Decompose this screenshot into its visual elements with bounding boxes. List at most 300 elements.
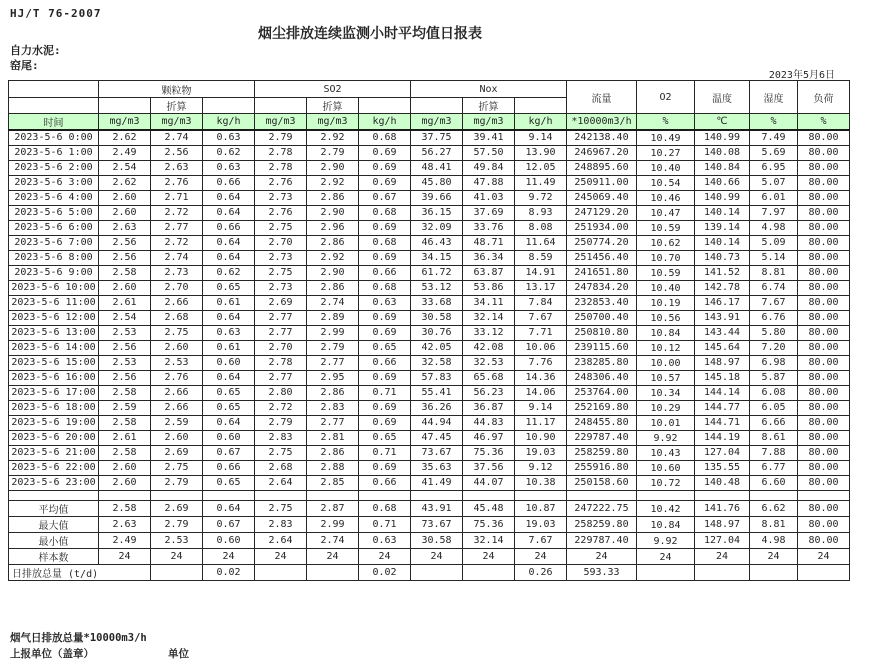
summary-value-cell: 127.04 <box>695 532 750 548</box>
empty-cell <box>203 490 255 500</box>
summary-value-cell: 0.67 <box>203 516 255 532</box>
value-cell: 33.68 <box>411 295 463 310</box>
summary-value-cell: 2.79 <box>151 516 203 532</box>
value-cell: 7.67 <box>515 310 567 325</box>
value-cell: 2.77 <box>255 370 307 385</box>
summary-value-cell: 2.99 <box>307 516 359 532</box>
daily-total-value-cell: 0.02 <box>203 564 255 580</box>
value-cell: 2.79 <box>307 340 359 355</box>
time-cell: 2023-5-6 11:00 <box>9 295 99 310</box>
summary-value-cell: 4.98 <box>750 532 798 548</box>
value-cell: 8.08 <box>515 220 567 235</box>
value-cell: 39.66 <box>411 190 463 205</box>
value-cell: 0.67 <box>203 445 255 460</box>
summary-value-cell: 6.62 <box>750 500 798 516</box>
value-cell: 2.69 <box>255 295 307 310</box>
value-cell: 250911.00 <box>567 175 637 190</box>
table-row <box>9 310 850 325</box>
unit-cell: mg/m3 <box>463 114 515 131</box>
value-cell: 55.41 <box>411 385 463 400</box>
daily-total-value-cell <box>750 564 798 580</box>
value-cell: 2.56 <box>99 340 151 355</box>
value-cell: 0.69 <box>359 415 411 430</box>
summary-value-cell: 2.49 <box>99 532 151 548</box>
value-cell: 10.57 <box>637 370 695 385</box>
time-cell: 2023-5-6 8:00 <box>9 250 99 265</box>
daily-total-value-cell <box>798 564 850 580</box>
value-cell: 2.99 <box>307 325 359 340</box>
summary-value-cell: 2.75 <box>255 500 307 516</box>
value-cell: 10.29 <box>637 400 695 415</box>
summary-value-cell: 10.87 <box>515 500 567 516</box>
value-cell: 0.66 <box>359 355 411 370</box>
value-cell: 2.60 <box>99 475 151 490</box>
value-cell: 2.58 <box>99 445 151 460</box>
value-cell: 0.69 <box>359 325 411 340</box>
time-header-blank <box>9 81 99 98</box>
value-cell: 35.63 <box>411 460 463 475</box>
empty-cell <box>9 490 99 500</box>
value-cell: 9.14 <box>515 130 567 145</box>
value-cell: 10.47 <box>637 205 695 220</box>
value-cell: 0.66 <box>203 460 255 475</box>
unit-cell: ℃ <box>695 114 750 131</box>
value-cell: 0.64 <box>203 415 255 430</box>
value-cell: 140.99 <box>695 190 750 205</box>
value-cell: 2.62 <box>99 175 151 190</box>
value-cell: 10.84 <box>637 325 695 340</box>
table-row <box>9 355 850 370</box>
table-row <box>9 205 850 220</box>
value-cell: 2.60 <box>99 460 151 475</box>
value-cell: 245069.40 <box>567 190 637 205</box>
value-cell: 2.70 <box>255 340 307 355</box>
flow-header: 流量 <box>567 81 637 114</box>
unit-cell: mg/m3 <box>255 114 307 131</box>
value-cell: 80.00 <box>798 325 850 340</box>
value-cell: 14.36 <box>515 370 567 385</box>
value-cell: 5.80 <box>750 325 798 340</box>
value-cell: 0.63 <box>203 130 255 145</box>
summary-value-cell: 24 <box>359 548 411 564</box>
value-cell: 2.64 <box>255 475 307 490</box>
value-cell: 2.54 <box>99 160 151 175</box>
value-cell: 56.27 <box>411 145 463 160</box>
table-row <box>9 475 850 490</box>
value-cell: 0.66 <box>203 220 255 235</box>
value-cell: 6.77 <box>750 460 798 475</box>
value-cell: 135.55 <box>695 460 750 475</box>
value-cell: 2.95 <box>307 370 359 385</box>
value-cell: 5.07 <box>750 175 798 190</box>
value-cell: 2.78 <box>255 145 307 160</box>
value-cell: 73.67 <box>411 445 463 460</box>
so2-group-header: SO2 <box>255 81 411 98</box>
table-row <box>9 385 850 400</box>
value-cell: 10.27 <box>637 145 695 160</box>
value-cell: 2.69 <box>151 445 203 460</box>
summary-label-cell: 最大值 <box>9 516 99 532</box>
unit-cell: % <box>750 114 798 131</box>
summary-value-cell: 30.58 <box>411 532 463 548</box>
daily-total-value-cell: 0.26 <box>515 564 567 580</box>
value-cell: 10.12 <box>637 340 695 355</box>
summary-value-cell: 0.63 <box>359 532 411 548</box>
summary-value-cell: 24 <box>567 548 637 564</box>
value-cell: 0.64 <box>203 235 255 250</box>
summary-value-cell: 2.64 <box>255 532 307 548</box>
time-cell: 2023-5-6 21:00 <box>9 445 99 460</box>
value-cell: 2.73 <box>255 190 307 205</box>
value-cell: 2.53 <box>99 355 151 370</box>
value-cell: 2.77 <box>255 310 307 325</box>
empty-cell <box>151 490 203 500</box>
unit-cell: mg/m3 <box>99 114 151 131</box>
value-cell: 2.74 <box>307 295 359 310</box>
unit-cell: mg/m3 <box>307 114 359 131</box>
unit-cell: mg/m3 <box>151 114 203 131</box>
value-cell: 2.59 <box>99 400 151 415</box>
value-cell: 80.00 <box>798 475 850 490</box>
value-cell: 239115.60 <box>567 340 637 355</box>
summary-value-cell: 2.83 <box>255 516 307 532</box>
table-body <box>9 130 850 580</box>
value-cell: 2.90 <box>307 265 359 280</box>
value-cell: 140.14 <box>695 205 750 220</box>
value-cell: 6.76 <box>750 310 798 325</box>
empty-cell <box>798 490 850 500</box>
time-cell: 2023-5-6 6:00 <box>9 220 99 235</box>
humidity-header: 湿度 <box>750 81 798 114</box>
value-cell: 2.61 <box>99 430 151 445</box>
table-row <box>9 265 850 280</box>
value-cell: 0.69 <box>359 250 411 265</box>
value-cell: 2.79 <box>255 130 307 145</box>
value-cell: 2.73 <box>255 250 307 265</box>
value-cell: 10.62 <box>637 235 695 250</box>
value-cell: 2.56 <box>99 250 151 265</box>
table-row <box>9 445 850 460</box>
value-cell: 2.66 <box>151 385 203 400</box>
value-cell: 2.56 <box>99 235 151 250</box>
summary-value-cell: 0.68 <box>359 500 411 516</box>
value-cell: 0.69 <box>359 400 411 415</box>
value-cell: 49.84 <box>463 160 515 175</box>
value-cell: 2.86 <box>307 280 359 295</box>
value-cell: 6.66 <box>750 415 798 430</box>
value-cell: 0.61 <box>203 340 255 355</box>
value-cell: 232853.40 <box>567 295 637 310</box>
summary-value-cell: 258259.80 <box>567 516 637 532</box>
value-cell: 47.45 <box>411 430 463 445</box>
value-cell: 2.86 <box>307 445 359 460</box>
value-cell: 250810.80 <box>567 325 637 340</box>
page-title: 烟尘排放连续监测小时平均值日报表 <box>258 26 482 42</box>
summary-value-cell: 2.87 <box>307 500 359 516</box>
value-cell: 6.05 <box>750 400 798 415</box>
time-cell: 2023-5-6 10:00 <box>9 280 99 295</box>
time-cell: 2023-5-6 4:00 <box>9 190 99 205</box>
value-cell: 0.63 <box>203 325 255 340</box>
value-cell: 0.60 <box>203 430 255 445</box>
value-cell: 2.70 <box>151 280 203 295</box>
value-cell: 80.00 <box>798 385 850 400</box>
summary-row <box>9 516 850 532</box>
table-row <box>9 145 850 160</box>
value-cell: 80.00 <box>798 265 850 280</box>
value-cell: 9.92 <box>637 430 695 445</box>
value-cell: 9.14 <box>515 400 567 415</box>
value-cell: 251934.00 <box>567 220 637 235</box>
value-cell: 140.84 <box>695 160 750 175</box>
value-cell: 127.04 <box>695 445 750 460</box>
time-cell: 2023-5-6 0:00 <box>9 130 99 145</box>
value-cell: 80.00 <box>798 445 850 460</box>
value-cell: 19.03 <box>515 445 567 460</box>
table-row <box>9 175 850 190</box>
summary-value-cell: 247222.75 <box>567 500 637 516</box>
summary-value-cell: 80.00 <box>798 532 850 548</box>
daily-total-value-cell <box>695 564 750 580</box>
value-cell: 80.00 <box>798 130 850 145</box>
value-cell: 140.48 <box>695 475 750 490</box>
summary-value-cell: 2.53 <box>151 532 203 548</box>
daily-total-label-cell: 日排放总量 (t/d) <box>9 564 151 580</box>
value-cell: 241651.80 <box>567 265 637 280</box>
value-cell: 10.38 <box>515 475 567 490</box>
value-cell: 2.60 <box>151 430 203 445</box>
value-cell: 33.12 <box>463 325 515 340</box>
value-cell: 37.56 <box>463 460 515 475</box>
value-cell: 2.81 <box>307 430 359 445</box>
value-cell: 8.61 <box>750 430 798 445</box>
summary-value-cell: 229787.40 <box>567 532 637 548</box>
daily-total-value-cell: 593.33 <box>567 564 637 580</box>
value-cell: 2.72 <box>151 205 203 220</box>
value-cell: 2.92 <box>307 130 359 145</box>
empty-cell <box>463 490 515 500</box>
value-cell: 2.79 <box>307 145 359 160</box>
value-cell: 2.83 <box>307 400 359 415</box>
standard-code: HJ/T 76-2007 <box>10 7 102 20</box>
daily-total-value-cell <box>307 564 359 580</box>
value-cell: 6.74 <box>750 280 798 295</box>
value-cell: 10.01 <box>637 415 695 430</box>
load-header: 负荷 <box>798 81 850 114</box>
value-cell: 36.15 <box>411 205 463 220</box>
value-cell: 10.40 <box>637 280 695 295</box>
summary-value-cell: 141.76 <box>695 500 750 516</box>
value-cell: 2.61 <box>99 295 151 310</box>
value-cell: 145.64 <box>695 340 750 355</box>
value-cell: 2.85 <box>307 475 359 490</box>
value-cell: 34.11 <box>463 295 515 310</box>
value-cell: 2.58 <box>99 385 151 400</box>
summary-label-cell: 平均值 <box>9 500 99 516</box>
value-cell: 37.75 <box>411 130 463 145</box>
value-cell: 2.72 <box>151 235 203 250</box>
value-cell: 10.72 <box>637 475 695 490</box>
value-cell: 80.00 <box>798 160 850 175</box>
unit-cell: mg/m3 <box>411 114 463 131</box>
summary-value-cell: 24 <box>203 548 255 564</box>
value-cell: 2.73 <box>255 280 307 295</box>
value-cell: 53.12 <box>411 280 463 295</box>
value-cell: 140.66 <box>695 175 750 190</box>
value-cell: 11.49 <box>515 175 567 190</box>
value-cell: 44.07 <box>463 475 515 490</box>
value-cell: 0.64 <box>203 250 255 265</box>
value-cell: 250700.40 <box>567 310 637 325</box>
value-cell: 10.46 <box>637 190 695 205</box>
value-cell: 2.58 <box>99 265 151 280</box>
summary-value-cell: 24 <box>99 548 151 564</box>
spacer-row <box>9 490 850 500</box>
daily-total-value-cell <box>411 564 463 580</box>
table-row <box>9 460 850 475</box>
value-cell: 30.76 <box>411 325 463 340</box>
value-cell: 2.60 <box>99 205 151 220</box>
value-cell: 41.03 <box>463 190 515 205</box>
value-cell: 63.87 <box>463 265 515 280</box>
value-cell: 7.71 <box>515 325 567 340</box>
value-cell: 10.00 <box>637 355 695 370</box>
value-cell: 80.00 <box>798 340 850 355</box>
value-cell: 2.75 <box>151 460 203 475</box>
value-cell: 2.70 <box>255 235 307 250</box>
value-cell: 48.41 <box>411 160 463 175</box>
value-cell: 140.14 <box>695 235 750 250</box>
value-cell: 0.65 <box>203 400 255 415</box>
table-row <box>9 340 850 355</box>
value-cell: 45.80 <box>411 175 463 190</box>
value-cell: 6.60 <box>750 475 798 490</box>
value-cell: 0.64 <box>203 190 255 205</box>
value-cell: 2.77 <box>307 355 359 370</box>
value-cell: 253764.00 <box>567 385 637 400</box>
value-cell: 2.60 <box>99 280 151 295</box>
daily-total-value-cell: 0.02 <box>359 564 411 580</box>
value-cell: 0.62 <box>203 145 255 160</box>
summary-value-cell: 24 <box>695 548 750 564</box>
summary-value-cell: 24 <box>255 548 307 564</box>
time-cell: 2023-5-6 7:00 <box>9 235 99 250</box>
value-cell: 144.19 <box>695 430 750 445</box>
value-cell: 0.63 <box>359 295 411 310</box>
company-label: 自力水泥: <box>10 44 61 57</box>
nox-converted-header: 折算 <box>463 98 515 114</box>
unit-cell: kg/h <box>203 114 255 131</box>
value-cell: 0.65 <box>203 475 255 490</box>
location-label: 窑尾: <box>10 59 39 72</box>
value-cell: 75.36 <box>463 445 515 460</box>
table-row <box>9 235 850 250</box>
value-cell: 6.01 <box>750 190 798 205</box>
value-cell: 2.68 <box>255 460 307 475</box>
daily-total-row <box>9 564 850 580</box>
value-cell: 145.18 <box>695 370 750 385</box>
report-date: 2023年5月6日 <box>768 70 835 81</box>
value-cell: 238285.80 <box>567 355 637 370</box>
value-cell: 0.66 <box>359 265 411 280</box>
value-cell: 2.78 <box>255 160 307 175</box>
value-cell: 61.72 <box>411 265 463 280</box>
value-cell: 5.69 <box>750 145 798 160</box>
value-cell: 2.60 <box>151 340 203 355</box>
value-cell: 80.00 <box>798 415 850 430</box>
value-cell: 143.91 <box>695 310 750 325</box>
value-cell: 57.83 <box>411 370 463 385</box>
value-cell: 2.79 <box>255 415 307 430</box>
unit-cell: kg/h <box>359 114 411 131</box>
value-cell: 10.34 <box>637 385 695 400</box>
summary-value-cell: 24 <box>151 548 203 564</box>
value-cell: 2.88 <box>307 460 359 475</box>
value-cell: 0.69 <box>359 370 411 385</box>
value-cell: 2.68 <box>151 310 203 325</box>
value-cell: 148.97 <box>695 355 750 370</box>
value-cell: 2.92 <box>307 250 359 265</box>
value-cell: 2.89 <box>307 310 359 325</box>
table-row <box>9 250 850 265</box>
value-cell: 7.20 <box>750 340 798 355</box>
value-cell: 11.64 <box>515 235 567 250</box>
value-cell: 10.59 <box>637 265 695 280</box>
value-cell: 0.69 <box>359 310 411 325</box>
value-cell: 8.59 <box>515 250 567 265</box>
summary-value-cell: 24 <box>515 548 567 564</box>
value-cell: 2.77 <box>255 325 307 340</box>
summary-value-cell: 10.42 <box>637 500 695 516</box>
summary-row <box>9 548 850 564</box>
table-row <box>9 280 850 295</box>
summary-value-cell: 75.36 <box>463 516 515 532</box>
empty-cell <box>411 490 463 500</box>
value-cell: 80.00 <box>798 190 850 205</box>
empty-cell <box>515 490 567 500</box>
daily-total-value-cell <box>151 564 203 580</box>
summary-value-cell: 24 <box>307 548 359 564</box>
value-cell: 143.44 <box>695 325 750 340</box>
value-cell: 80.00 <box>798 235 850 250</box>
value-cell: 2.80 <box>255 385 307 400</box>
empty-cell <box>255 490 307 500</box>
value-cell: 53.86 <box>463 280 515 295</box>
table-row <box>9 430 850 445</box>
value-cell: 80.00 <box>798 145 850 160</box>
value-cell: 5.87 <box>750 370 798 385</box>
summary-value-cell: 24 <box>798 548 850 564</box>
value-cell: 139.14 <box>695 220 750 235</box>
table-row <box>9 190 850 205</box>
daily-total-value-cell <box>463 564 515 580</box>
value-cell: 2.60 <box>99 190 151 205</box>
value-cell: 10.43 <box>637 445 695 460</box>
time-cell: 2023-5-6 20:00 <box>9 430 99 445</box>
header-units-row <box>9 114 850 131</box>
empty-cell <box>99 490 151 500</box>
value-cell: 42.05 <box>411 340 463 355</box>
table-row <box>9 160 850 175</box>
value-cell: 0.71 <box>359 385 411 400</box>
value-cell: 248455.80 <box>567 415 637 430</box>
summary-value-cell: 80.00 <box>798 516 850 532</box>
temp-header: 温度 <box>695 81 750 114</box>
value-cell: 0.71 <box>359 445 411 460</box>
value-cell: 80.00 <box>798 355 850 370</box>
value-cell: 2.59 <box>151 415 203 430</box>
time-cell: 2023-5-6 3:00 <box>9 175 99 190</box>
